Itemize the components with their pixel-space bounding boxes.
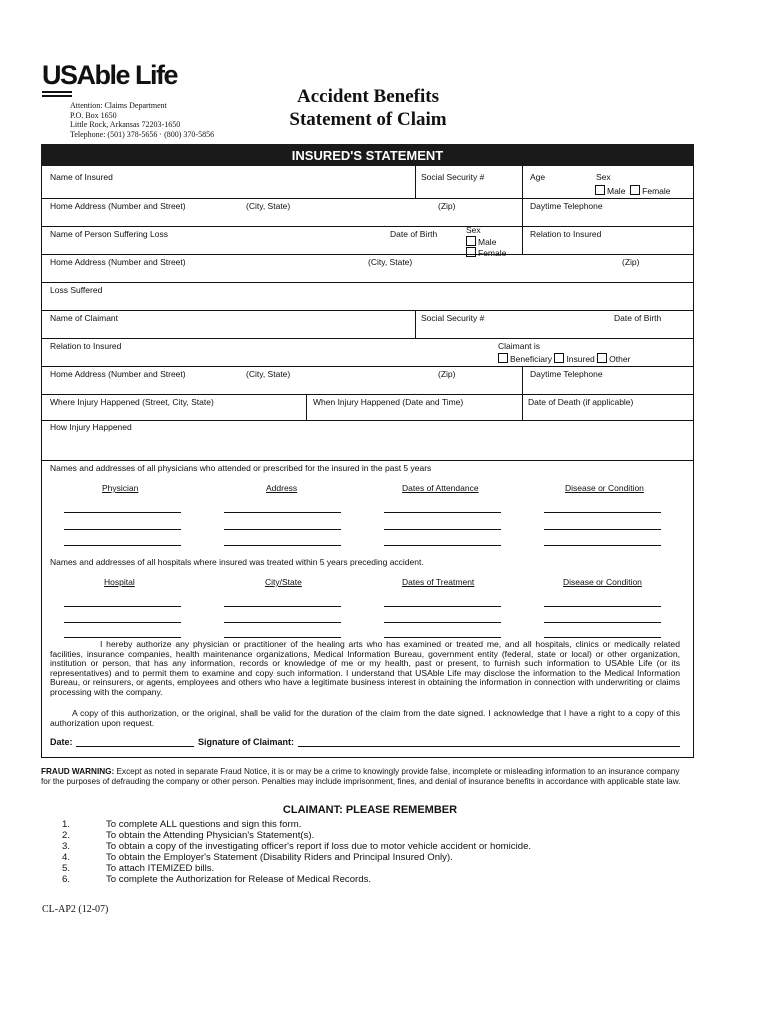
dates-entry-line[interactable] <box>384 637 501 638</box>
form-code: CL-AP2 (12-07) <box>42 904 109 915</box>
zip-label: (Zip) <box>622 257 640 267</box>
date-label: Date: <box>50 737 73 747</box>
physician-entry-line[interactable] <box>64 545 181 546</box>
disease-column-header: Disease or Condition <box>563 577 642 587</box>
fraud-warning <box>41 767 691 787</box>
logo-underline <box>42 91 72 93</box>
home-address-label: Home Address (Number and Street) <box>50 257 186 267</box>
list-item-text: To complete ALL questions and sign this form. <box>106 819 302 830</box>
male-checkbox[interactable] <box>595 185 605 195</box>
home-address-label: Home Address (Number and Street) <box>50 201 186 211</box>
row-divider <box>41 420 693 421</box>
cell-divider <box>415 166 416 198</box>
female-label: Female <box>478 248 507 258</box>
sex-label: Sex <box>596 172 611 182</box>
hospitals-intro: Names and addresses of all hospitals where insured was treated within 5 years preceding accident. <box>50 557 424 567</box>
list-item-number: 6. <box>62 874 71 885</box>
list-item <box>62 830 682 841</box>
disease-entry-line[interactable] <box>544 637 661 638</box>
row-divider <box>41 460 693 461</box>
row-divider <box>41 226 693 227</box>
cell-divider <box>522 166 523 254</box>
dates-entry-line[interactable] <box>384 512 501 513</box>
social-security-label: Social Security # <box>421 313 485 323</box>
signature-entry-line[interactable] <box>298 746 680 747</box>
hospital-entry-line[interactable] <box>64 606 181 607</box>
hospital-entry-line[interactable] <box>64 622 181 623</box>
hospital-column-header: Hospital <box>104 577 135 587</box>
remember-list <box>62 819 682 885</box>
section-header: INSURED'S STATEMENT <box>41 144 694 166</box>
zip-label: (Zip) <box>438 201 456 211</box>
disease-entry-line[interactable] <box>544 622 661 623</box>
when-injury-label: When Injury Happened (Date and Time) <box>313 397 464 407</box>
sex-loss-options <box>466 226 506 259</box>
physicians-intro: Names and addresses of all physicians who attended or prescribed for the insured in the past 5 years <box>50 463 432 473</box>
beneficiary-checkbox[interactable] <box>498 353 508 363</box>
list-item-number: 3. <box>62 841 71 852</box>
dates-of-attendance-column-header: Dates of Attendance <box>402 483 479 493</box>
physician-entry-line[interactable] <box>64 529 181 530</box>
name-suffering-loss-label: Name of Person Suffering Loss <box>50 229 168 239</box>
physician-column-header: Physician <box>102 483 139 493</box>
row-divider <box>41 366 693 367</box>
list-item-text: To attach ITEMIZED bills. <box>106 863 215 874</box>
form-title-line1: Accident Benefits <box>297 86 439 107</box>
physician-entry-line[interactable] <box>64 512 181 513</box>
city-state-label: (City, State) <box>246 201 291 211</box>
name-of-insured-label: Name of Insured <box>50 172 113 182</box>
row-divider <box>41 394 693 395</box>
male-label: Male <box>607 186 626 196</box>
dates-entry-line[interactable] <box>384 622 501 623</box>
sex-options <box>595 185 671 196</box>
authorization-validity-paragraph: A copy of this authorization, or the original, shall be valid for the duration of the claim from the date signed. I acknowledge that I have a right to a copy of this authorization upon request. <box>50 708 680 728</box>
dates-of-treatment-column-header: Dates of Treatment <box>402 577 475 587</box>
beneficiary-label: Beneficiary <box>510 354 553 364</box>
city-state-label: (City, State) <box>246 369 291 379</box>
address-column-header: Address <box>266 483 298 493</box>
city-state-entry-line[interactable] <box>224 622 341 623</box>
home-address-label: Home Address (Number and Street) <box>50 369 186 379</box>
address-line: Little Rock, Arkansas 72203-1650 <box>70 120 181 129</box>
address-entry-line[interactable] <box>224 529 341 530</box>
row-divider <box>41 310 693 311</box>
cell-divider <box>415 310 416 338</box>
address-line: Attention: Claims Department <box>70 101 167 110</box>
cell-divider <box>522 394 523 420</box>
list-item-number: 5. <box>62 863 71 874</box>
form-title-line2: Statement of Claim <box>289 109 447 130</box>
remember-title: CLAIMANT: PLEASE REMEMBER <box>282 804 458 816</box>
female-checkbox[interactable] <box>630 185 640 195</box>
relation-to-insured-label: Relation to Insured <box>50 341 122 351</box>
authorization-paragraph: I hereby authorize any physician or practitioner of the healing arts who has examined or treated me, and all hospitals, clinics or medically related facilities, insurance companies, health maintenance organizations, Medical Information Bureau, government entity (federal, state or local) or other organization, institution or person, that has any information, records or knowledge of me or my health, past or present, to furnish such information to USAble Life (or its representatives) and to permit them to examine and copy such information. I understand that USAble Life may disclose the information to the Medical Information Bureau, or reinsurers, or agents, employees and others who have a legitimate business interest in obtaining the information in connection with underwriting or claims processing with the company. <box>50 639 680 697</box>
list-item-text: To complete the Authorization for Release of Medical Records. <box>106 874 372 885</box>
insured-checkbox[interactable] <box>554 353 564 363</box>
hospital-entry-line[interactable] <box>64 637 181 638</box>
social-security-label: Social Security # <box>421 172 485 182</box>
address-line: Telephone: (501) 378-5656 · (800) 370-5856 <box>70 129 215 139</box>
other-checkbox[interactable] <box>597 353 607 363</box>
form-title <box>243 85 493 131</box>
daytime-telephone-label: Daytime Telephone <box>530 201 603 211</box>
disease-entry-line[interactable] <box>544 606 661 607</box>
row-divider <box>41 338 693 339</box>
company-logo: USAble Life <box>42 60 178 90</box>
address-line: P.O. Box 1650 <box>70 110 117 120</box>
logo-underline <box>42 95 72 97</box>
list-item-number: 2. <box>62 830 71 841</box>
where-injury-label: Where Injury Happened (Street, City, State) <box>50 397 214 407</box>
daytime-telephone-label: Daytime Telephone <box>530 369 603 379</box>
insured-label: Insured <box>566 354 595 364</box>
city-state-entry-line[interactable] <box>224 606 341 607</box>
disease-entry-line[interactable] <box>544 512 661 513</box>
sex-label: Sex <box>466 225 481 235</box>
row-divider <box>41 198 693 199</box>
list-item-number: 1. <box>62 819 71 830</box>
signature-label: Signature of Claimant: <box>198 737 295 747</box>
list-item-text: To obtain a copy of the investigating officer's report if loss due to motor vehicle accident or homicide. <box>106 841 532 852</box>
date-entry-line[interactable] <box>76 746 194 747</box>
city-state-column-header: City/State <box>265 577 302 587</box>
fraud-warning-label: FRAUD WARNING: <box>41 767 115 776</box>
city-state-label: (City, State) <box>368 257 413 267</box>
loss-suffered-label: Loss Suffered <box>50 285 103 295</box>
list-item <box>62 874 682 885</box>
name-of-claimant-label: Name of Claimant <box>50 313 119 323</box>
list-item <box>62 841 682 852</box>
claimant-is-label: Claimant is <box>498 341 541 351</box>
row-divider <box>41 254 693 255</box>
female-checkbox[interactable] <box>466 247 476 257</box>
relation-to-insured-label: Relation to Insured <box>530 229 602 239</box>
company-address <box>70 101 214 139</box>
disease-column-header: Disease or Condition <box>565 483 644 493</box>
dates-entry-line[interactable] <box>384 606 501 607</box>
date-of-birth-label: Date of Birth <box>390 229 438 239</box>
claimant-type-options <box>498 353 630 364</box>
date-of-birth-label: Date of Birth <box>614 313 662 323</box>
address-entry-line[interactable] <box>224 545 341 546</box>
list-item <box>62 852 682 863</box>
how-injury-label: How Injury Happened <box>50 422 132 432</box>
male-checkbox[interactable] <box>466 236 476 246</box>
dates-entry-line[interactable] <box>384 529 501 530</box>
fraud-warning-text: Except as noted in separate Fraud Notice, it is or may be a crime to knowingly provide false, incomplete or misleading information to an insurance company for the purposes of defrauding the company or other person. Penalties may include imprisonment, fines, and denial of insurance benefits in accordance with applicable state law. <box>41 767 681 786</box>
disease-entry-line[interactable] <box>544 545 661 546</box>
cell-divider <box>306 394 307 420</box>
date-of-death-label: Date of Death (if applicable) <box>528 397 634 407</box>
male-label: Male <box>478 236 497 247</box>
cell-divider <box>522 366 523 394</box>
address-entry-line[interactable] <box>224 512 341 513</box>
disease-entry-line[interactable] <box>544 529 661 530</box>
city-state-entry-line[interactable] <box>224 637 341 638</box>
zip-label: (Zip) <box>438 369 456 379</box>
list-item-number: 4. <box>62 852 71 863</box>
list-item <box>62 819 682 830</box>
age-label: Age <box>530 172 546 182</box>
dates-entry-line[interactable] <box>384 545 501 546</box>
other-label: Other <box>609 354 631 364</box>
list-item-text: To obtain the Employer's Statement (Disability Riders and Principal Insured Only). <box>106 852 453 863</box>
row-divider <box>41 282 693 283</box>
list-item <box>62 863 682 874</box>
female-label: Female <box>642 186 671 196</box>
list-item-text: To obtain the Attending Physician's Statement(s). <box>106 830 315 841</box>
